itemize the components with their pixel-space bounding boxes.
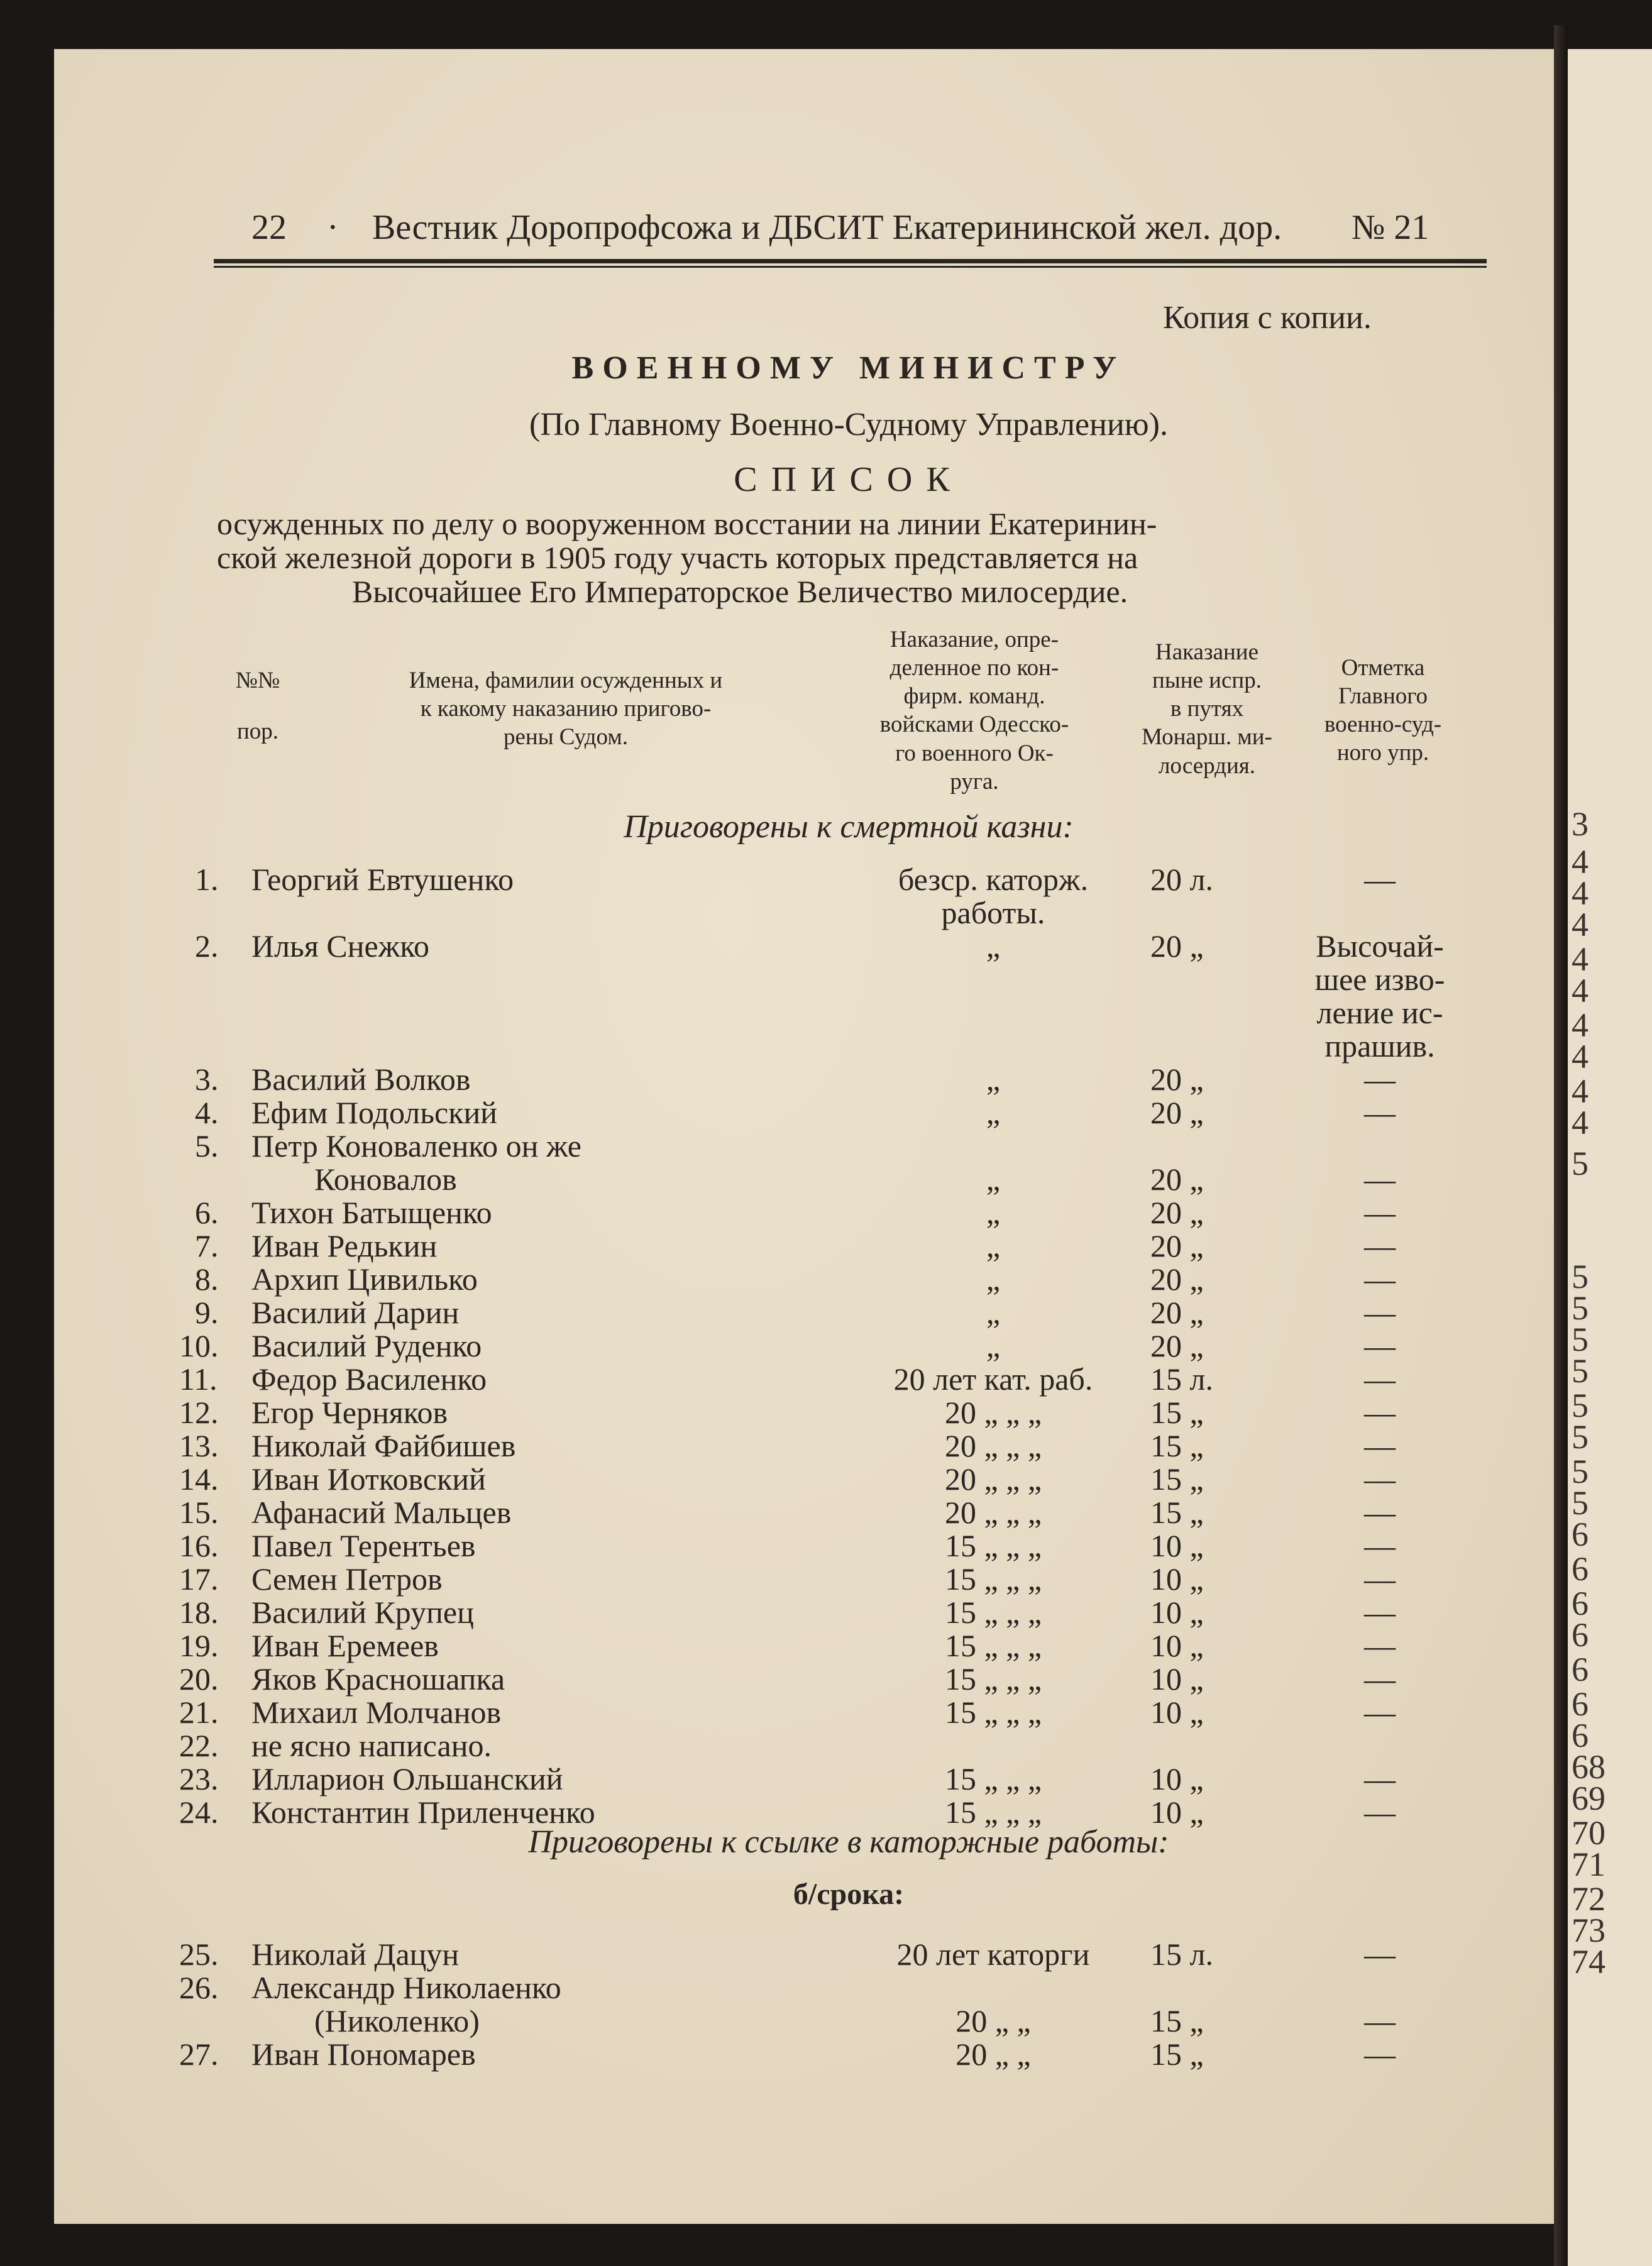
mercy-value: 20 „ — [1150, 928, 1204, 964]
header-rule-thin — [214, 266, 1487, 268]
mercy-value: 20 „ — [1150, 1228, 1204, 1263]
person-name: Иван Иотковский — [251, 1461, 486, 1497]
person-name: Василий Руденко — [251, 1328, 482, 1363]
next-page-number: 3 — [1572, 805, 1589, 843]
mercy-value: 10 „ — [1150, 1661, 1204, 1697]
mercy-value: 20 „ — [1150, 1162, 1204, 1197]
row-number: 1. — [195, 862, 219, 897]
mercy-value: 15 „ — [1150, 1428, 1204, 1463]
person-name: Тихон Батыщенко — [251, 1195, 492, 1230]
table-row — [0, 1761, 1509, 1797]
column-header-sentence: Наказание, опре- деленное по кон- фирм. команд. войсками Одесско- го военного Ок- руга. — [879, 627, 1069, 795]
row-number: 9. — [195, 1295, 219, 1330]
table-row — [0, 1128, 1509, 1197]
sentence-value-cont: работы. — [941, 895, 1045, 930]
table-row — [0, 1061, 1509, 1097]
next-page-number: 4 — [1572, 972, 1589, 1009]
mercy-value: 10 „ — [1150, 1795, 1204, 1830]
person-name: Михаил Молчанов — [251, 1695, 502, 1730]
next-page-number: 4 — [1572, 1006, 1589, 1044]
person-name: Егор Черняков — [251, 1395, 448, 1430]
section-subtitle: б/срока: — [793, 1878, 905, 1911]
table-row — [0, 1661, 1509, 1697]
mercy-value: 20 л. — [1150, 862, 1213, 897]
mark-value: — — [1364, 2037, 1396, 2072]
person-name: Николай Файбишев — [251, 1428, 516, 1463]
table-row — [0, 861, 1509, 930]
mark-value: — — [1364, 1228, 1396, 1263]
via-line: (По Главному Военно-Судному Управлению). — [529, 407, 1168, 443]
table-row — [0, 1194, 1509, 1231]
column-header-names: Имена, фамилии осужденных и к какому наказанию пригово- рены Судом. — [409, 668, 723, 751]
next-page-number: 6 — [1572, 1685, 1589, 1723]
sentence-value: „ — [986, 1262, 1001, 1297]
section-title-exile: Приговорены к ссылке в каторжные работы: — [528, 1824, 1169, 1860]
row-number: 8. — [195, 1262, 219, 1297]
table-row — [0, 1328, 1509, 1364]
next-page-number: 72 — [1572, 1880, 1605, 1918]
row-number: 23. — [179, 1761, 219, 1796]
mercy-value: 15 „ — [1150, 2003, 1204, 2038]
next-page-number: 6 — [1572, 1550, 1589, 1588]
next-page-number: 69 — [1572, 1779, 1605, 1817]
table-row — [0, 1361, 1509, 1397]
copy-note: Копия с копии. — [1163, 300, 1372, 336]
mercy-value: 20 „ — [1150, 1195, 1204, 1230]
mark-value: — — [1364, 1328, 1396, 1363]
row-number: 2. — [195, 928, 219, 964]
next-page-number: 6 — [1572, 1717, 1589, 1754]
row-number: 10. — [179, 1328, 219, 1363]
mark-value-cont: ление ис- — [1316, 995, 1443, 1030]
addressee: ВОЕННОМУ МИНИСТРУ — [571, 350, 1126, 386]
person-name: Иван Еремеев — [251, 1628, 439, 1663]
person-name: не ясно написано. — [251, 1728, 492, 1763]
mercy-value: 20 „ — [1150, 1328, 1204, 1363]
sentence-value: 15 „ „ „ — [944, 1528, 1042, 1563]
mark-value: — — [1364, 1595, 1396, 1630]
mark-value: — — [1364, 1461, 1396, 1497]
mark-value: — — [1364, 1395, 1396, 1430]
mercy-value: 10 „ — [1150, 1695, 1204, 1730]
mercy-value: 20 „ — [1150, 1262, 1204, 1297]
sentence-value: „ — [986, 1095, 1001, 1130]
mark-value-cont: прашив. — [1324, 1028, 1435, 1064]
sentence-value: 15 „ „ „ — [944, 1695, 1042, 1730]
mercy-value: 20 „ — [1150, 1295, 1204, 1330]
table-row — [0, 1627, 1509, 1664]
running-title: Вестник Доропрофсожа и ДБСИТ Екатерининской жел. дор. — [372, 208, 1282, 247]
row-number: 16. — [179, 1528, 219, 1563]
sentence-value: „ — [986, 1228, 1001, 1263]
column-header-mark: Отметка Главного военно-суд- ного упр. — [1324, 655, 1442, 766]
sentence-value: „ — [986, 1162, 1001, 1197]
next-page-number: 4 — [1572, 940, 1589, 978]
next-page-number: 6 — [1572, 1515, 1589, 1553]
book-spine — [1554, 25, 1568, 2266]
intro-line-3: Высочайшее Его Императорское Величество милосердие. — [352, 574, 1128, 609]
mark-value: — — [1364, 1162, 1396, 1197]
person-name-cont: (Николенко) — [314, 2003, 480, 2038]
next-page-number: 4 — [1572, 843, 1589, 881]
next-page-number: 6 — [1572, 1651, 1589, 1688]
person-name: Георгий Евтушенко — [251, 862, 514, 897]
table-row — [0, 1261, 1509, 1297]
mark-value: — — [1364, 862, 1396, 897]
mark-value: — — [1364, 2003, 1396, 2038]
next-page-number: 5 — [1572, 1387, 1589, 1424]
row-number: 6. — [195, 1195, 219, 1230]
mark-value: — — [1364, 1495, 1396, 1530]
sentence-value: „ — [986, 928, 1001, 964]
page-number: 22 — [251, 208, 287, 247]
next-page-number: 4 — [1572, 1072, 1589, 1110]
table-row — [0, 1294, 1509, 1331]
row-number: 3. — [195, 1062, 219, 1097]
sentence-value: 20 „ „ „ — [944, 1461, 1042, 1497]
mercy-value: 10 „ — [1150, 1595, 1204, 1630]
column-header-number: №№ пор. — [235, 668, 280, 745]
header-rule — [214, 259, 1487, 263]
next-page-number: 5 — [1572, 1453, 1589, 1490]
mark-value: — — [1364, 1937, 1396, 1972]
next-page-number: 4 — [1572, 874, 1589, 912]
person-name: Архип Цивилько — [251, 1262, 478, 1297]
sentence-value: 15 „ „ „ — [944, 1561, 1042, 1597]
sentence-value: 20 „ „ „ — [944, 1395, 1042, 1430]
sentence-value: 20 лет каторги — [896, 1937, 1090, 1972]
list-title: СПИСОК — [734, 460, 964, 499]
next-page-number: 4 — [1572, 1104, 1589, 1141]
mercy-value: 15 л. — [1150, 1361, 1213, 1397]
table-row — [0, 1427, 1509, 1464]
sentence-value: „ — [986, 1295, 1001, 1330]
mercy-value: 10 „ — [1150, 1628, 1204, 1663]
mark-value: — — [1364, 1628, 1396, 1663]
mark-value: — — [1364, 1795, 1396, 1830]
table-row — [0, 1527, 1509, 1564]
row-number: 14. — [179, 1461, 219, 1497]
mark-value: — — [1364, 1361, 1396, 1397]
intro-line-2: ской железной дороги в 1905 году участь которых представляется на — [217, 540, 1138, 575]
issue-number: № 21 — [1352, 208, 1429, 247]
mark-value: — — [1364, 1262, 1396, 1297]
table-row — [0, 1561, 1509, 1597]
row-number: 20. — [179, 1661, 219, 1697]
mark-value: Высочай- — [1316, 928, 1444, 964]
row-number: 12. — [179, 1395, 219, 1430]
sentence-value: 20 „ „ — [955, 2003, 1031, 2038]
next-page-number: 5 — [1572, 1352, 1589, 1390]
person-name: Илларион Ольшанский — [251, 1761, 563, 1796]
table-row — [0, 1461, 1509, 1497]
sentence-value: 20 „ „ „ — [944, 1428, 1042, 1463]
row-number: 26. — [179, 1970, 219, 2005]
row-number: 5. — [195, 1128, 219, 1163]
table-row — [0, 1228, 1509, 1264]
table-row — [0, 1969, 1509, 2038]
person-name: Илья Снежко — [251, 928, 429, 964]
person-name: Павел Терентьев — [251, 1528, 476, 1563]
person-name: Семен Петров — [251, 1561, 443, 1597]
mark-value: — — [1364, 1062, 1396, 1097]
row-number: 15. — [179, 1495, 219, 1530]
column-header-mercy: Наказание пыне испр. в путях Монарш. ми- лосердия. — [1142, 639, 1272, 779]
next-page-number: 5 — [1572, 1145, 1589, 1182]
next-page-number: 5 — [1572, 1289, 1589, 1327]
table-row — [0, 1594, 1509, 1631]
person-name: Василий Волков — [251, 1062, 471, 1097]
mercy-value: 15 „ — [1150, 1395, 1204, 1430]
next-page-number: 5 — [1572, 1321, 1589, 1358]
next-page-number: 6 — [1572, 1616, 1589, 1654]
mercy-value: 15 л. — [1150, 1937, 1213, 1972]
mark-value: — — [1364, 1095, 1396, 1130]
next-page-number: 5 — [1572, 1258, 1589, 1295]
mercy-value: 20 „ — [1150, 1095, 1204, 1130]
row-number: 24. — [179, 1795, 219, 1830]
row-number: 11. — [179, 1361, 218, 1397]
mercy-value: 10 „ — [1150, 1761, 1204, 1796]
section-title-death: Приговорены к смертной казни: — [624, 809, 1074, 845]
person-name: Яков Красношапка — [251, 1661, 505, 1697]
mark-value: — — [1364, 1695, 1396, 1730]
row-number: 22. — [179, 1728, 219, 1763]
sentence-value: 20 лет кат. раб. — [893, 1361, 1093, 1397]
sentence-value: „ — [986, 1328, 1001, 1363]
sentence-value: 20 „ „ — [955, 2037, 1031, 2072]
mark-value: — — [1364, 1195, 1396, 1230]
next-page-number: 71 — [1572, 1845, 1605, 1883]
mark-value: — — [1364, 1761, 1396, 1796]
next-page-number: 5 — [1572, 1484, 1589, 1522]
mark-value-cont: шее изво- — [1314, 962, 1445, 997]
table-row — [0, 2036, 1509, 2072]
sentence-value: 15 „ „ „ — [944, 1661, 1042, 1697]
next-page-number: 73 — [1572, 1911, 1605, 1949]
mercy-value: 10 „ — [1150, 1528, 1204, 1563]
person-name: Василий Крупец — [251, 1595, 474, 1630]
row-number: 27. — [179, 2037, 219, 2072]
row-number: 13. — [179, 1428, 219, 1463]
mercy-value: 15 „ — [1150, 1495, 1204, 1530]
next-page-number: 68 — [1572, 1748, 1605, 1786]
person-name: Василий Дарин — [251, 1295, 460, 1330]
dot-separator: · — [327, 208, 339, 247]
person-name: Константин Приленченко — [251, 1795, 595, 1830]
person-name: Петр Коноваленко он же — [251, 1128, 581, 1163]
person-name: Иван Пономарев — [251, 2037, 476, 2072]
next-page-number: 74 — [1572, 1943, 1605, 1981]
next-page-number: 4 — [1572, 906, 1589, 943]
next-page-edge — [1568, 49, 1652, 2266]
person-name: Афанасий Мальцев — [251, 1495, 512, 1530]
sentence-value: 15 „ „ „ — [944, 1795, 1042, 1830]
mark-value: — — [1364, 1295, 1396, 1330]
next-page-number: 6 — [1572, 1585, 1589, 1622]
person-name-cont: Коновалов — [314, 1162, 457, 1197]
row-number: 7. — [195, 1228, 219, 1263]
next-page-number: 5 — [1572, 1418, 1589, 1456]
mark-value: — — [1364, 1561, 1396, 1597]
person-name: Федор Василенко — [251, 1361, 487, 1397]
table-row — [0, 1094, 1509, 1131]
mercy-value: 15 „ — [1150, 1461, 1204, 1497]
mark-value: — — [1364, 1428, 1396, 1463]
table-row — [0, 1727, 1509, 1764]
sentence-value: 15 „ „ „ — [944, 1761, 1042, 1796]
mercy-value: 20 „ — [1150, 1062, 1204, 1097]
sentence-value: 15 „ „ „ — [944, 1628, 1042, 1663]
mercy-value: 10 „ — [1150, 1561, 1204, 1597]
row-number: 18. — [179, 1595, 219, 1630]
sentence-value: безср. каторж. — [898, 862, 1089, 897]
mercy-value: 15 „ — [1150, 2037, 1204, 2072]
next-page-number: 4 — [1572, 1038, 1589, 1075]
mark-value: — — [1364, 1528, 1396, 1563]
table-row — [0, 1394, 1509, 1431]
sentence-value: „ — [986, 1195, 1001, 1230]
person-name: Иван Редькин — [251, 1228, 438, 1263]
sentence-value: 15 „ „ „ — [944, 1595, 1042, 1630]
person-name: Ефим Подольский — [251, 1095, 498, 1130]
mark-value: — — [1364, 1661, 1396, 1697]
table-row — [0, 1936, 1509, 1972]
row-number: 19. — [179, 1628, 219, 1663]
intro-line-1: осужденных по делу о вооруженном восстании на линии Екатеринин- — [217, 506, 1157, 541]
table-row — [0, 1494, 1509, 1531]
row-number: 17. — [179, 1561, 219, 1597]
table-row — [0, 928, 1509, 1064]
next-page-number: 70 — [1572, 1814, 1605, 1852]
table-row — [0, 1694, 1509, 1730]
sentence-value: „ — [986, 1062, 1001, 1097]
row-number: 21. — [179, 1695, 219, 1730]
person-name: Николай Дацун — [251, 1937, 460, 1972]
row-number: 25. — [179, 1937, 219, 1972]
row-number: 4. — [195, 1095, 219, 1130]
sentence-value: 20 „ „ „ — [944, 1495, 1042, 1530]
person-name: Александр Николаенко — [251, 1970, 561, 2005]
